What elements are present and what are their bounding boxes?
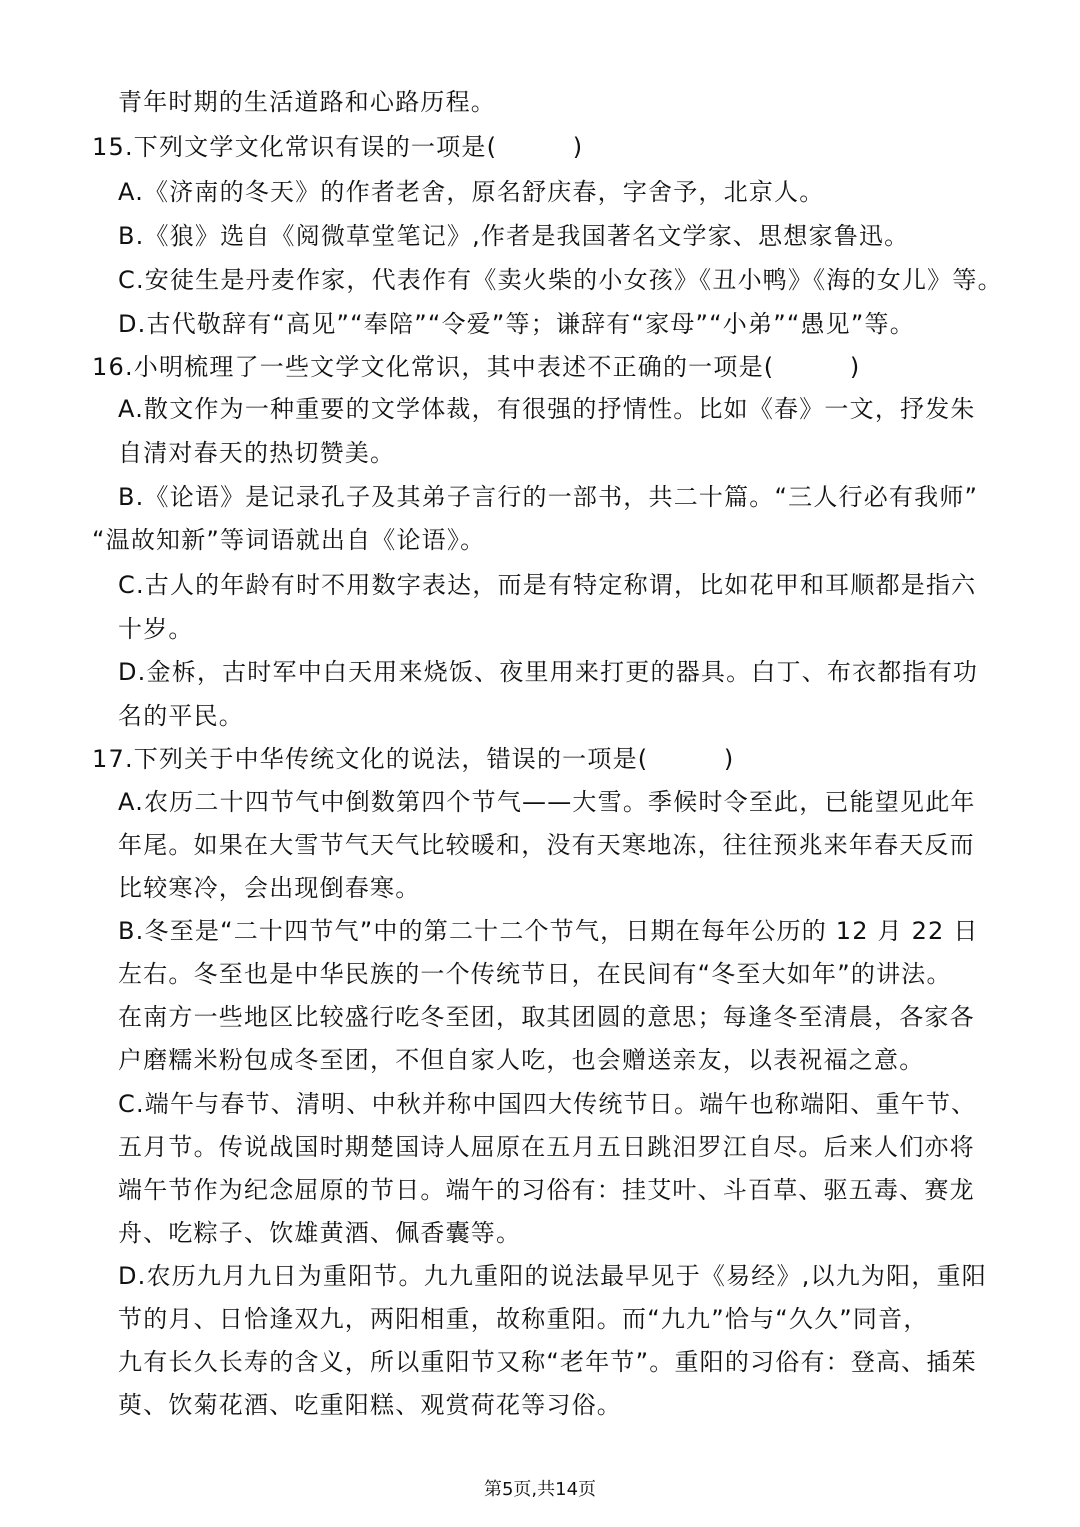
page-number: 第5页,共14页 xyxy=(483,1479,597,1500)
q16-option-c-line2: 十岁。 xyxy=(118,615,194,643)
q15-option-c: C.安徒生是丹麦作家，代表作有《卖火柴的小女孩》《丑小鸭》《海的女儿》等。 xyxy=(118,266,1003,294)
q15-option-b: B.《狼》选自《阅微草堂笔记》,作者是我国著名文学家、思想家鲁迅。 xyxy=(118,222,910,250)
q17-option-d-line2: 节的月、日恰逢双九，两阳相重，故称重阳。而“九九”恰与“久久”同音， xyxy=(118,1305,929,1333)
q16-option-b-line1: B.《论语》是记录孔子及其弟子言行的一部书，共二十篇。“三人行必有我师” xyxy=(118,483,979,511)
question-17-stem: 17.下列关于中华传统文化的说法，错误的一项是( ) xyxy=(92,745,735,773)
q16-option-d-line2: 名的平民。 xyxy=(118,702,244,730)
q16-option-d-line1: D.金柝，古时军中白天用来烧饭、夜里用来打更的器具。白丁、布衣都指有功 xyxy=(118,658,979,686)
q15-option-d: D.古代敬辞有“高见”“奉陪”“令爱”等；谦辞有“家母”“小弟”“愚见”等。 xyxy=(118,310,915,338)
q17-option-c-line4: 舟、吃粽子、饮雄黄酒、佩香囊等。 xyxy=(118,1219,522,1247)
q17-option-a-line2: 年尾。如果在大雪节气天气比较暖和，没有天寒地冻，往往预兆来年春天反而 xyxy=(118,831,975,859)
q15-option-a: A.《济南的冬天》的作者老舍，原名舒庆春，字舍予，北京人。 xyxy=(118,178,825,206)
q17-option-d-line1: D.农历九月九日为重阳节。九九重阳的说法最早见于《易经》,以九为阳，重阳 xyxy=(118,1262,987,1290)
q17-option-b-line4: 户磨糯米粉包成冬至团，不但自家人吃，也会赠送亲友，以表祝福之意。 xyxy=(118,1046,925,1074)
q17-option-b-line3: 在南方一些地区比较盛行吃冬至团，取其团圆的意思；每逢冬至清晨，各家各 xyxy=(118,1003,975,1031)
q17-option-c-line1: C.端午与春节、清明、中秋并称中国四大传统节日。端午也称端阳、重午节、 xyxy=(118,1090,977,1118)
q16-option-a-line1: A.散文作为一种重要的文学体裁，有很强的抒情性。比如《春》一文，抒发朱 xyxy=(118,395,976,423)
q16-option-b-line2: “温故知新”等词语就出自《论语》。 xyxy=(92,526,486,554)
q16-option-a-line2: 自清对春天的热切赞美。 xyxy=(118,439,396,467)
q17-option-c-line3: 端午节作为纪念屈原的节日。端午的习俗有：挂艾叶、斗百草、驱五毒、赛龙 xyxy=(118,1176,975,1204)
q17-option-a-line1: A.农历二十四节气中倒数第四个节气——大雪。季候时令至此，已能望见此年 xyxy=(118,788,976,816)
q17-option-c-line2: 五月节。传说战国时期楚国诗人屈原在五月五日跳汨罗江自尽。后来人们亦将 xyxy=(118,1133,975,1161)
q17-option-d-line3: 九有长久长寿的含义，所以重阳节又称“老年节”。重阳的习俗有：登高、插茱 xyxy=(118,1348,977,1376)
question-16-stem: 16.小明梳理了一些文学文化常识，其中表述不正确的一项是( ) xyxy=(92,353,861,381)
continuation-line: 青年时期的生活道路和心路历程。 xyxy=(118,88,496,116)
q17-option-d-line4: 萸、饮菊花酒、吃重阳糕、观赏荷花等习俗。 xyxy=(118,1391,622,1419)
q17-option-a-line3: 比较寒冷，会出现倒春寒。 xyxy=(118,874,421,902)
q16-option-c-line1: C.古人的年龄有时不用数字表达，而是有特定称谓，比如花甲和耳顺都是指六 xyxy=(118,571,977,599)
q17-option-b-line1: B.冬至是“二十四节气”中的第二十二个节气，日期在每年公历的 12 月 22 日 xyxy=(118,917,979,945)
question-15-stem: 15.下列文学文化常识有误的一项是( ) xyxy=(92,133,584,161)
q17-option-b-line2: 左右。冬至也是中华民族的一个传统节日，在民间有“冬至大如年”的讲法。 xyxy=(118,960,952,988)
